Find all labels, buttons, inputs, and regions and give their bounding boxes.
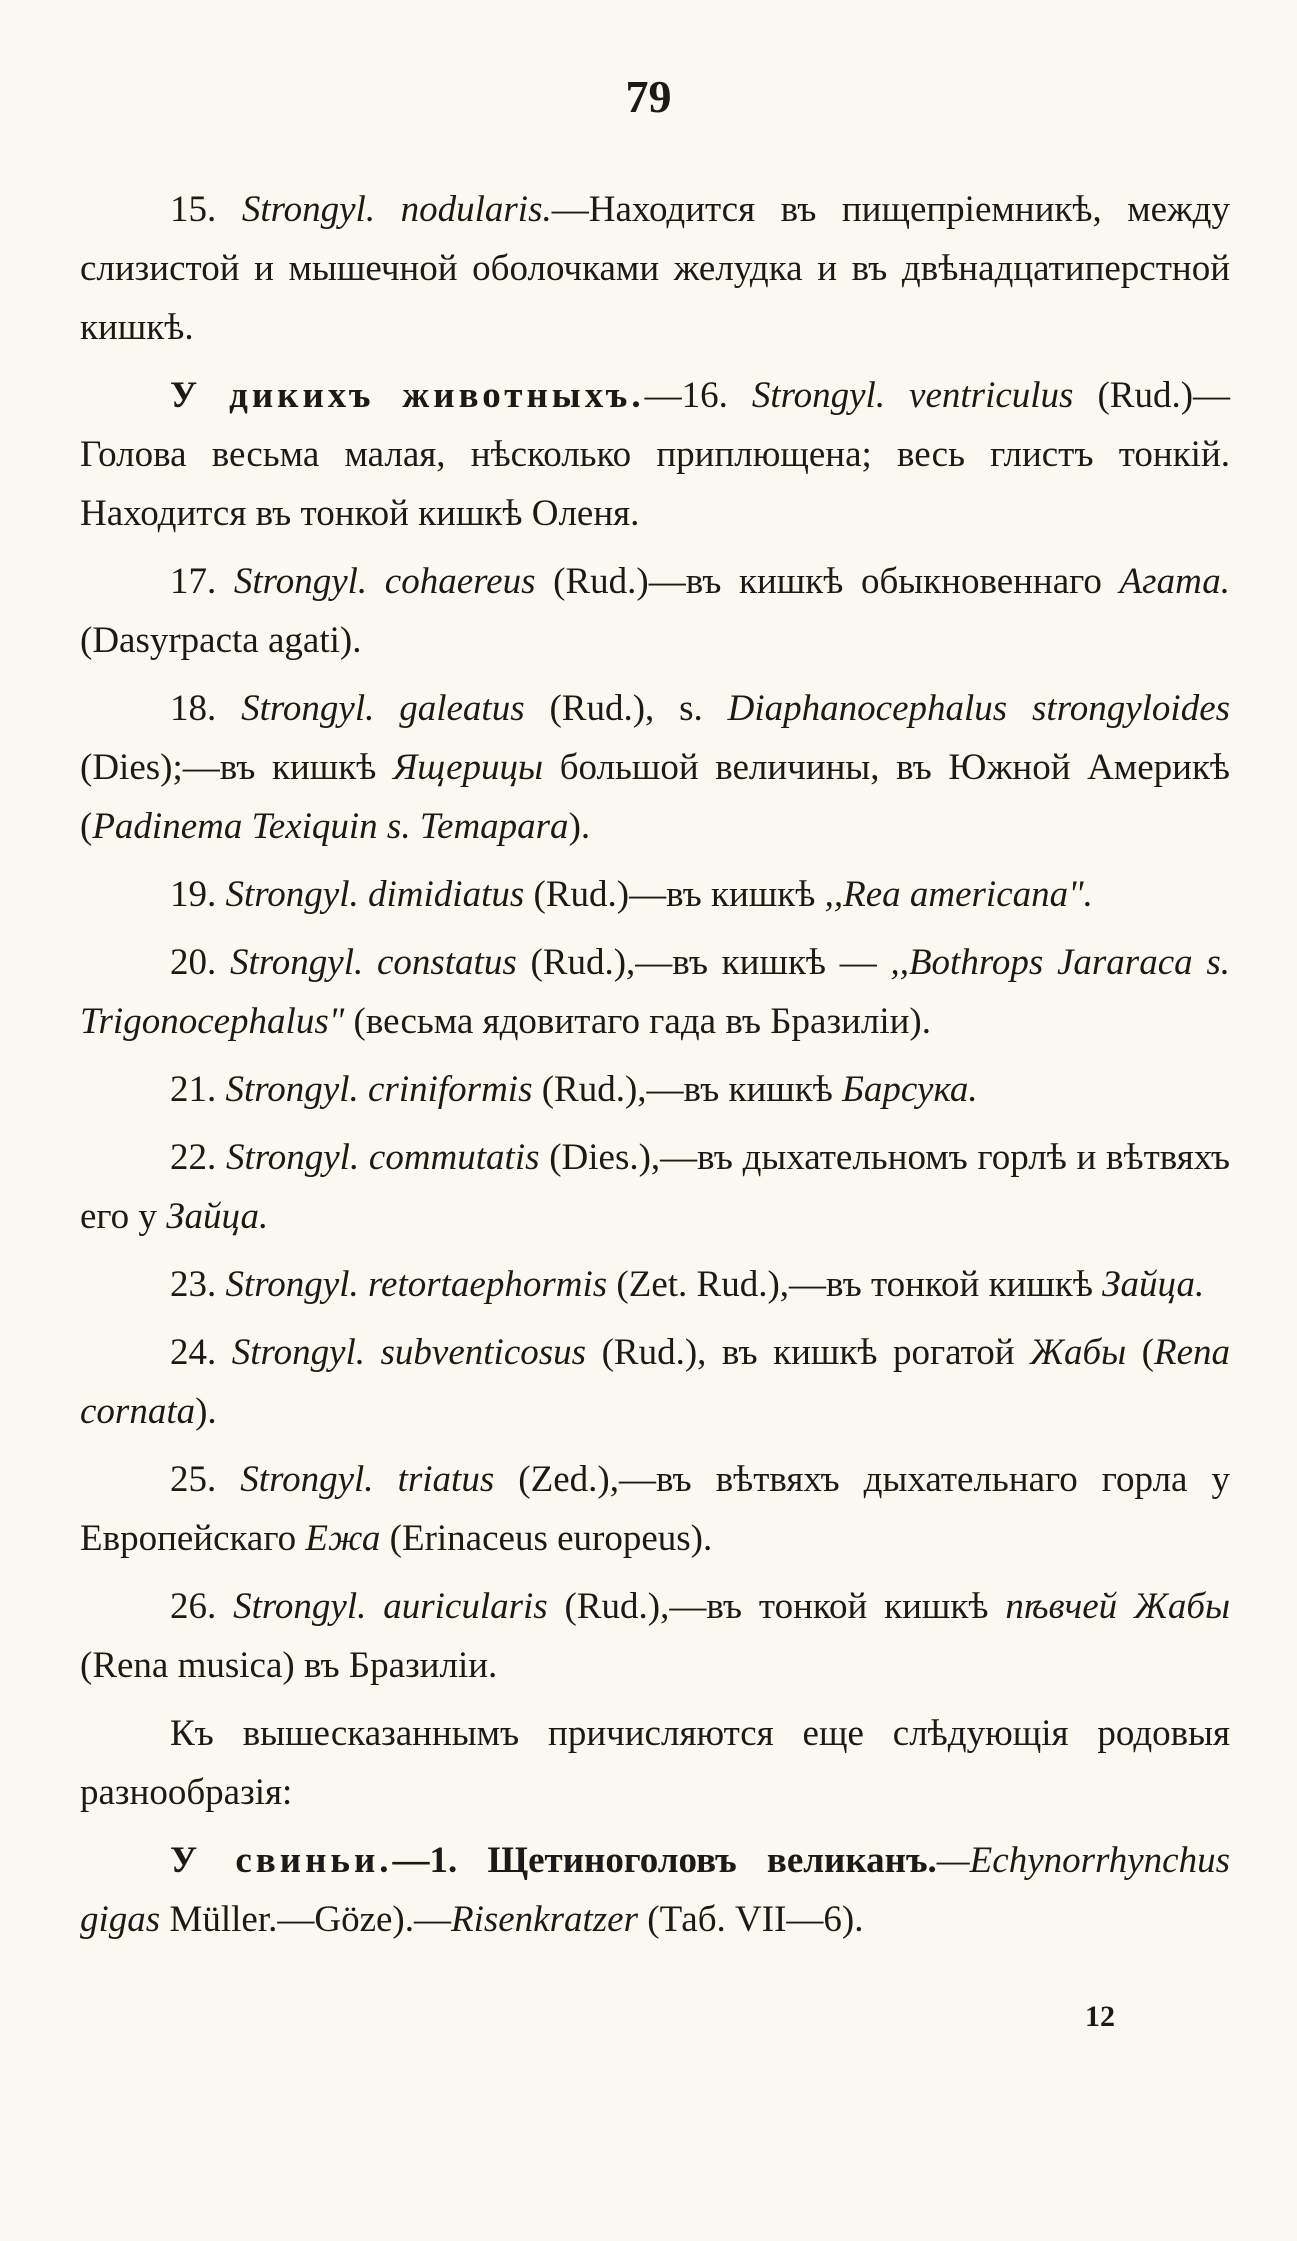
host-name: Risenkratzer bbox=[450, 1899, 639, 1940]
item-text: ). bbox=[195, 1391, 217, 1432]
item-text: большой величины, въ Южной Америкѣ ( bbox=[80, 747, 1231, 847]
page-number: 79 bbox=[625, 71, 672, 122]
item-number: 25. bbox=[170, 1459, 217, 1500]
species-name: Strongyl. auricularis bbox=[233, 1586, 548, 1627]
item-text: (Rena musica) въ Бразиліи. bbox=[80, 1645, 498, 1686]
item-number: 21. bbox=[170, 1069, 217, 1110]
item-text: Müller.—Göze).— bbox=[169, 1899, 451, 1940]
species-name: Strongyl. commutatis bbox=[225, 1137, 540, 1178]
item-text: (Rud.)—въ кишкѣ bbox=[533, 874, 816, 915]
paragraph-23 bbox=[80, 1255, 1230, 1314]
species-name: Strongyl. constatus bbox=[229, 942, 517, 983]
host-name: Padinema Texiquin s. Temapara bbox=[92, 806, 569, 847]
species-name: Strongyl. nodularis. bbox=[241, 189, 552, 230]
section-heading: У свиньи. bbox=[170, 1840, 393, 1881]
host-name: Ящерицы bbox=[392, 747, 544, 788]
item-number: 19. bbox=[170, 874, 217, 915]
section-heading: У дикихъ животныхъ. bbox=[170, 375, 645, 416]
paragraph-28 bbox=[80, 1831, 1230, 1949]
page-text bbox=[80, 180, 1230, 1958]
section-heading: —1. Щетиноголовъ великанъ. bbox=[392, 1840, 937, 1881]
paragraph-24 bbox=[80, 1323, 1230, 1441]
paragraph-27 bbox=[80, 1704, 1230, 1822]
host-name: Агата. bbox=[1119, 561, 1231, 602]
item-number: 20. bbox=[170, 942, 217, 983]
item-text: (Rud.),—въ тонкой кишкѣ bbox=[564, 1586, 989, 1627]
species-name: Strongyl. cohaereus bbox=[233, 561, 536, 602]
host-name: Зайца. bbox=[166, 1196, 269, 1237]
paragraph-22 bbox=[80, 1128, 1230, 1246]
species-name: —Echynorrhynchus gigas bbox=[80, 1840, 1230, 1940]
item-number: —16. bbox=[644, 375, 728, 416]
host-name: ,,Bothrops Jararaca s. Trigonocephalus" bbox=[80, 942, 1230, 1042]
item-text: —Находится въ пищепріемникѣ, между слизистой и мышечной оболочками желудка и въ двѣнадцатиперстной кишкѣ. bbox=[80, 189, 1230, 348]
item-text: (Erinaceus europeus). bbox=[389, 1518, 713, 1559]
item-number: 23. bbox=[170, 1264, 217, 1305]
paragraph-15 bbox=[80, 180, 1230, 357]
paragraph-18 bbox=[80, 679, 1230, 856]
item-text: (Rud.)—въ кишкѣ обыкновеннаго bbox=[553, 561, 1102, 602]
host-name: Ежа bbox=[305, 1518, 381, 1559]
item-number: 17. bbox=[170, 561, 217, 602]
item-text: (Dies);—въ кишкѣ bbox=[80, 747, 377, 788]
paragraph-16 bbox=[80, 366, 1230, 543]
species-name: Strongyl. subventicosus bbox=[231, 1332, 587, 1373]
host-name: Барсука. bbox=[842, 1069, 978, 1110]
item-number: 26. bbox=[170, 1586, 217, 1627]
species-name: Diaphanocephalus strongyloides bbox=[727, 688, 1231, 729]
species-name: Strongyl. criniformis bbox=[225, 1069, 533, 1110]
item-text: (Rud.)—Голова весьма малая, нѣсколько приплющена; весь глистъ тонкій. Находится въ тонкой кишкѣ Оленя. bbox=[80, 375, 1231, 534]
host-name: пѣвчей Жабы bbox=[1005, 1586, 1231, 1627]
item-text: (Таб. VII—6). bbox=[647, 1899, 864, 1940]
item-text: (Dasyrpacta agati). bbox=[80, 620, 362, 661]
species-name: Strongyl. dimidiatus bbox=[225, 874, 525, 915]
item-number: 24. bbox=[170, 1332, 217, 1373]
species-name: Strongyl. retortaephormis bbox=[225, 1264, 608, 1305]
paragraph-17 bbox=[80, 552, 1230, 670]
item-text: (Dies.),—въ дыхательномъ горлѣ и вѣтвяхъ его у bbox=[80, 1137, 1230, 1237]
item-number: 18. bbox=[170, 688, 217, 729]
item-text: (Rud.),—въ кишкѣ bbox=[541, 1069, 833, 1110]
item-number: 15. bbox=[170, 189, 217, 230]
host-name: ,,Rea americana". bbox=[824, 874, 1093, 915]
item-text: ). bbox=[568, 806, 591, 847]
item-text: (весьма ядовитаго гада въ Бразиліи). bbox=[353, 1001, 931, 1042]
paragraph-20 bbox=[80, 933, 1230, 1051]
item-text: (Rud.), s. bbox=[549, 688, 703, 729]
item-text: Къ вышесказаннымъ причисляются еще слѣдующія родовыя разнообразія: bbox=[80, 1713, 1230, 1813]
item-text: (Zed.),—въ вѣтвяхъ дыхательнаго горла у Европейскаго bbox=[80, 1459, 1230, 1559]
item-text: (Rud.), въ кишкѣ рогатой bbox=[601, 1332, 1015, 1373]
paragraph-26 bbox=[80, 1577, 1230, 1695]
paragraph-21 bbox=[80, 1060, 1230, 1119]
paragraph-19 bbox=[80, 865, 1230, 924]
host-name: Жабы bbox=[1030, 1332, 1127, 1373]
host-name: Rena cornata bbox=[80, 1332, 1231, 1432]
item-text: (Rud.),—въ кишкѣ — bbox=[530, 942, 877, 983]
paragraph-25 bbox=[80, 1450, 1230, 1568]
species-name: Strongyl. triatus bbox=[240, 1459, 495, 1500]
species-name: Strongyl. galeatus bbox=[241, 688, 525, 729]
species-name: Strongyl. ventriculus bbox=[751, 375, 1074, 416]
item-text: (Zet. Rud.),—въ тонкой кишкѣ bbox=[616, 1264, 1093, 1305]
signature-mark: 12 bbox=[1085, 2000, 1115, 2033]
host-name: Зайца. bbox=[1102, 1264, 1205, 1305]
item-number: 22. bbox=[170, 1137, 217, 1178]
item-text: ( bbox=[1141, 1332, 1154, 1373]
